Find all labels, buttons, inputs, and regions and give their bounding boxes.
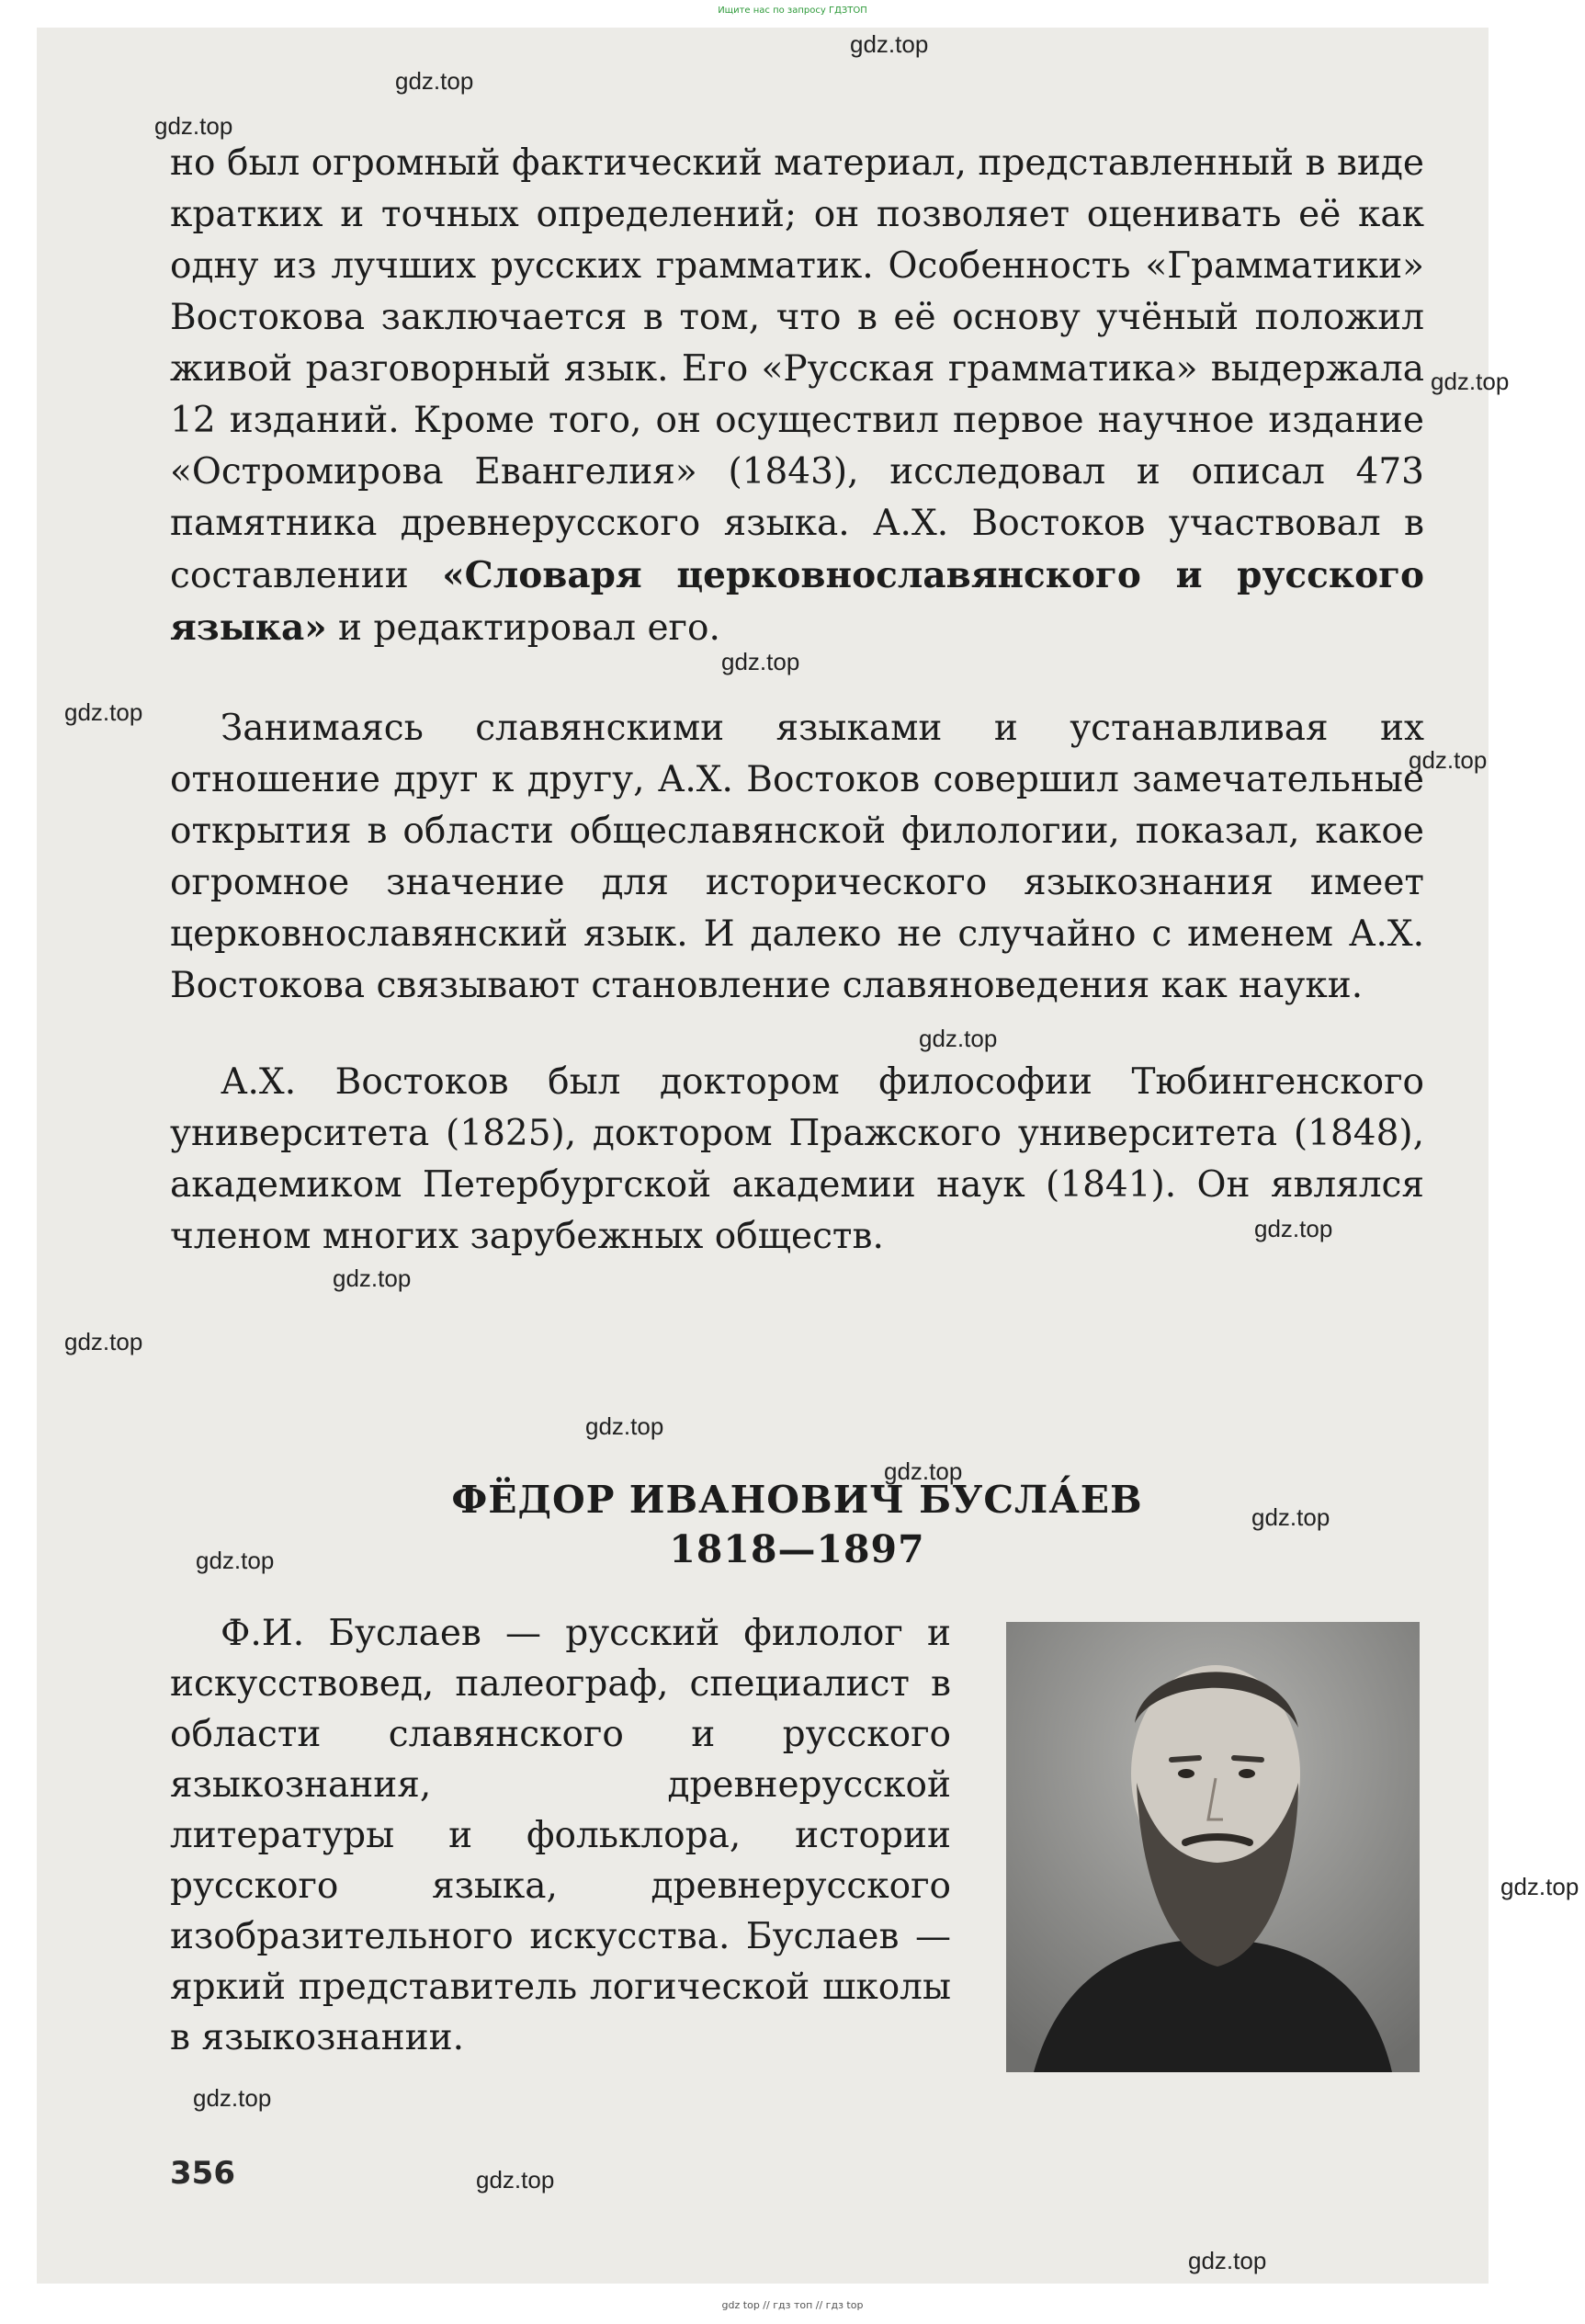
watermark: gdz.top [333, 1264, 412, 1292]
watermark: gdz.top [1251, 1503, 1330, 1531]
paragraph-1-end: и редактировал его. [326, 607, 720, 649]
watermark: gdz.top [1254, 1215, 1333, 1242]
watermark: gdz.top [1431, 368, 1510, 395]
watermark: gdz.top [154, 112, 233, 140]
watermark: gdz.top [64, 1328, 143, 1355]
watermark: gdz.top [64, 698, 143, 726]
watermark: gdz.top [1500, 1873, 1579, 1900]
watermark: gdz.top [850, 30, 929, 58]
dictionary-title: «Словаря церковнославянского и русского языка» [170, 554, 1424, 649]
paragraph-1 [170, 138, 1424, 654]
watermark: gdz.top [395, 67, 474, 95]
watermark: gdz.top [884, 1457, 963, 1485]
watermark: gdz.top [193, 2084, 272, 2112]
paragraph-3: А.Х. Востоков был доктором философии Тюбингенского университета (1825), доктором Пражского университета (1848), академиком Петербургской академии наук (1841). Он являлся членом многих зарубежных обществ. [170, 1061, 1424, 1257]
footer-note: gdz top // гдз топ // гдз top [721, 2299, 864, 2311]
page-number: 356 [170, 2155, 235, 2192]
section-heading [170, 1475, 1424, 1574]
person-name: ФЁДОР ИВАНОВИЧ БУСЛА́ЕВ [451, 1478, 1143, 1522]
watermark: gdz.top [196, 1547, 275, 1574]
portrait-photo [1006, 1622, 1420, 2072]
header-note: Ищите нас по запросу ГДЗТОП [718, 6, 867, 16]
portrait-illustration [1006, 1622, 1420, 2072]
watermark: gdz.top [919, 1025, 998, 1052]
watermark: gdz.top [1188, 2247, 1267, 2274]
paragraph-1-start: но был огромный фактический материал, представленный в виде кратких и точных определений; он позволяет оценивать её как одну из лучших русских грамматик. Особенность «Грамматики» Востокова заключается в том, что в её основу учёный положил живой разговорный язык. Его «Русская грамматика» выдержала 12 изданий. Кроме того, он осуществил первое научное издание «Остромирова Евангелия» (1843), исследовал и описал 473 памятника древнерусского языка. А.Х. Востоков участвовал в составлении [170, 142, 1424, 596]
person-years: 1818—1897 [669, 1527, 925, 1571]
paragraph-2: Занимаясь славянскими языками и устанавливая их отношение друг к другу, А.Х. Востоков совершил замечательные открытия в области общеславянской филологии, показал, какое огромное значение для исторического языкознания имеет церковнославянский язык. И далеко не случайно с именем А.Х. Востокова связывают становление славяноведения как науки. [170, 708, 1424, 1006]
watermark: gdz.top [585, 1412, 664, 1440]
paragraph-4: Ф.И. Буслаев — русский филолог и искусствовед, палеограф, специалист в области славянского и русского языкознания, древнерусской литературы и фольклора, истории русского языка, древнерусского изобразительного искусства. Буслаев — яркий представитель логической школы в языкознании. [170, 1613, 951, 2058]
watermark: gdz.top [721, 648, 800, 675]
watermark: gdz.top [1409, 746, 1488, 774]
watermark: gdz.top [476, 2166, 555, 2194]
